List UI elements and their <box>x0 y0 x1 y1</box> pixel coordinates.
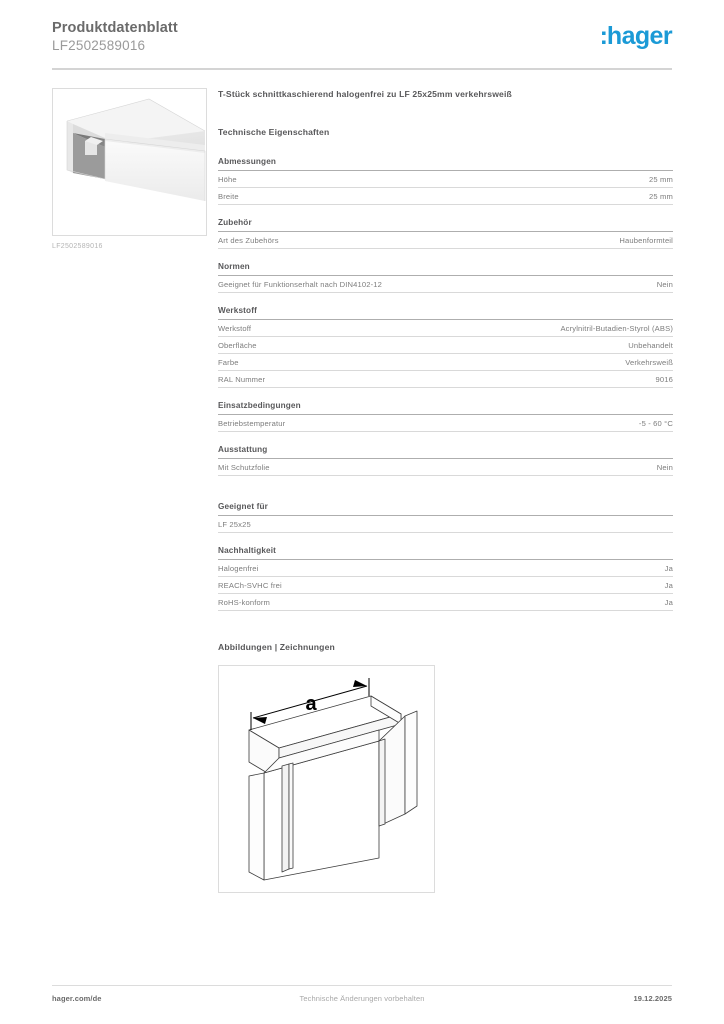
spec-key: Höhe <box>218 174 237 184</box>
spec-value: Nein <box>656 279 673 289</box>
spec-row <box>218 232 673 249</box>
footer-website[interactable]: hager.com/de <box>52 994 102 1003</box>
spec-value: Ja <box>664 580 673 590</box>
spec-key: Geeignet für Funktionserhalt nach DIN4102-12 <box>218 279 383 289</box>
spec-value: 25 mm <box>649 174 673 184</box>
spec-key: RoHS-konform <box>218 597 271 607</box>
spec-key: Farbe <box>218 357 239 367</box>
page-footer <box>52 994 672 1008</box>
spec-key: Oberfläche <box>218 340 257 350</box>
spec-group-title: Ausstattung <box>218 444 673 459</box>
specs-heading: Technische Eigenschaften <box>218 127 330 137</box>
logo-colon: : <box>599 22 607 50</box>
spec-value: 25 mm <box>649 191 673 201</box>
header-divider <box>52 68 672 70</box>
spec-groups <box>218 156 673 611</box>
spec-row <box>218 577 673 594</box>
spec-group-title: Nachhaltigkeit <box>218 545 673 560</box>
page-header <box>52 20 672 54</box>
page-reference: LF2502589016 <box>52 38 146 53</box>
spec-row <box>218 337 673 354</box>
product-title: T-Stück schnittkaschierend halogenfrei zu LF 25x25mm verkehrsweiß <box>218 89 512 99</box>
spec-key: Art des Zubehörs <box>218 235 279 245</box>
spec-group-title: Geeignet für <box>218 501 673 516</box>
technical-drawing <box>218 665 435 893</box>
logo-text: hager <box>606 22 672 50</box>
dimension-label: a <box>305 693 317 715</box>
spec-key: Breite <box>218 191 239 201</box>
spec-group-title: Zubehör <box>218 217 673 232</box>
spec-key: LF 25x25 <box>218 519 251 529</box>
spec-row <box>218 560 673 577</box>
spec-group <box>218 156 673 205</box>
spec-key: REACh-SVHC frei <box>218 580 282 590</box>
spec-group <box>218 501 673 533</box>
spec-group <box>218 444 673 476</box>
spec-key: Mit Schutzfolie <box>218 462 270 472</box>
spec-group <box>218 400 673 432</box>
spec-key: RAL Nummer <box>218 374 266 384</box>
spec-value: Haubenformteil <box>619 235 673 245</box>
page-title: Produktdatenblatt <box>52 20 178 36</box>
spec-value: Unbehandelt <box>628 340 673 350</box>
spec-value: Verkehrsweiß <box>625 357 673 367</box>
product-image <box>52 88 207 236</box>
spec-group <box>218 261 673 293</box>
spec-group-title: Einsatzbedingungen <box>218 400 673 415</box>
spec-value: Nein <box>656 462 673 472</box>
spec-row <box>218 188 673 205</box>
spec-row <box>218 320 673 337</box>
spec-row <box>218 276 673 293</box>
hager-logo[interactable] <box>600 22 672 50</box>
spec-row <box>218 594 673 611</box>
spec-row <box>218 516 673 533</box>
spec-group-title: Normen <box>218 261 673 276</box>
spec-value: Ja <box>664 563 673 573</box>
spec-row <box>218 371 673 388</box>
spec-value: 9016 <box>655 374 673 384</box>
spec-row <box>218 459 673 476</box>
footer-date: 19.12.2025 <box>633 994 672 1003</box>
spec-group <box>218 305 673 388</box>
spec-group <box>218 217 673 249</box>
spec-group-title: Werkstoff <box>218 305 673 320</box>
product-photo-svg <box>53 89 206 235</box>
spec-key: Betriebstemperatur <box>218 418 286 428</box>
technical-drawing-svg <box>219 666 434 892</box>
spec-value: -5 - 60 °C <box>638 418 673 428</box>
spec-value: Ja <box>664 597 673 607</box>
footer-disclaimer: Technische Änderungen vorbehalten <box>299 994 425 1003</box>
product-image-caption: LF2502589016 <box>52 243 103 250</box>
spec-row <box>218 415 673 432</box>
spec-key: Werkstoff <box>218 323 252 333</box>
spec-row <box>218 354 673 371</box>
footer-divider <box>52 985 672 986</box>
spec-group-title: Abmessungen <box>218 156 673 171</box>
spec-key: Halogenfrei <box>218 563 259 573</box>
spec-row <box>218 171 673 188</box>
drawings-heading: Abbildungen | Zeichnungen <box>218 642 335 652</box>
main-content <box>218 88 673 893</box>
spec-value: Acrylnitril-Butadien-Styrol (ABS) <box>560 323 673 333</box>
spec-group <box>218 545 673 611</box>
